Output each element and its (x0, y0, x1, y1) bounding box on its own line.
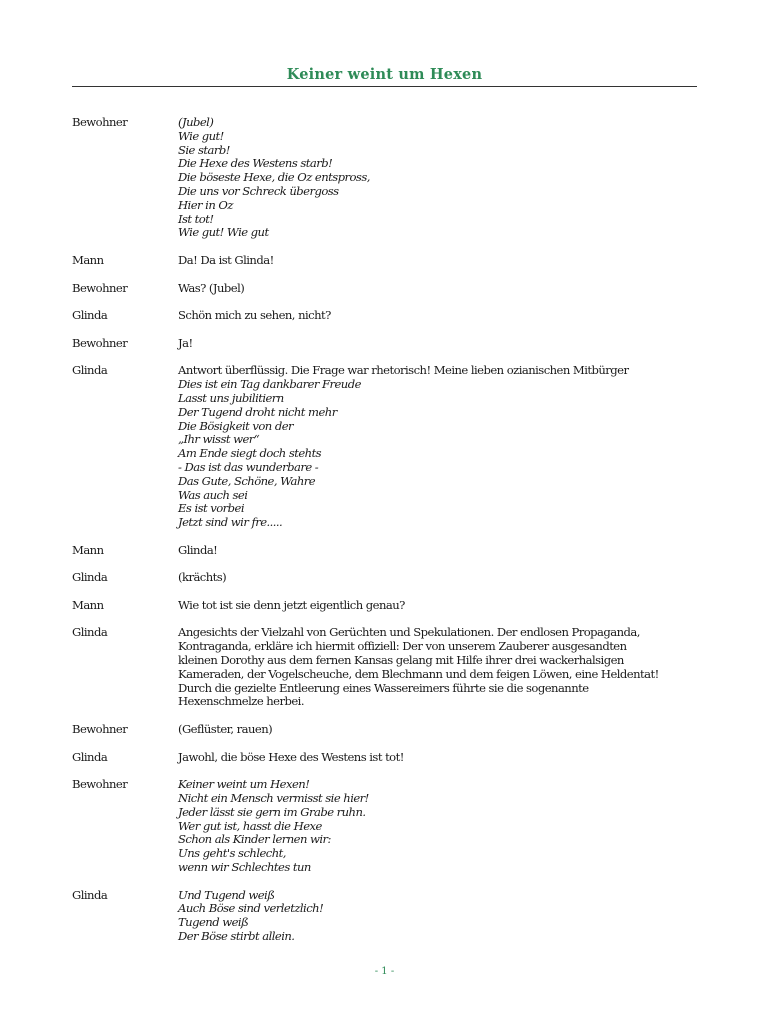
dialogue-line: Die Bösigkeit von der (178, 418, 294, 433)
script-body (72, 116, 697, 958)
script-entry (72, 571, 697, 585)
dialogue-line: Was? (Jubel) (178, 280, 245, 295)
script-entry (72, 626, 697, 709)
dialogue-line: Uns geht's schlecht, (178, 846, 286, 861)
speaker-name: Bewohner (72, 280, 128, 295)
dialogue-line: - Das ist das wunderbare - (178, 459, 319, 474)
dialogue-line: Schön mich zu sehen, nicht? (178, 308, 331, 323)
dialogue-line: Ja! (178, 335, 193, 350)
dialogue-line: Antwort überflüssig. Die Frage war rhetorisch! Meine lieben ozianischen Mitbürger (178, 363, 629, 378)
dialogue-line: Auch Böse sind verletzlich! (178, 901, 324, 916)
dialogue-block (178, 544, 697, 558)
dialogue-line: Keiner weint um Hexen! (178, 777, 310, 792)
speaker-name: Mann (72, 542, 104, 557)
dialogue-line: Der Böse stirbt allein. (178, 929, 295, 944)
speaker-name: Mann (72, 252, 104, 267)
dialogue-line: Und Tugend weiß (178, 887, 275, 902)
dialogue-line: (krächts) (178, 570, 227, 585)
dialogue-block (178, 571, 697, 585)
page-title: Keiner weint um Hexen (286, 66, 483, 83)
script-entry (72, 309, 697, 323)
title-divider (72, 86, 697, 87)
speaker-name: Mann (72, 597, 104, 612)
dialogue-line: Kameraden, der Vogelscheuche, dem Blechmann und dem feigen Löwen, eine Heldentat! (178, 666, 659, 681)
dialogue-block (178, 778, 697, 875)
dialogue-line: „Ihr wisst wer“ (178, 432, 260, 447)
dialogue-line: Hexenschmelze herbei. (178, 694, 304, 709)
dialogue-line: (Geflüster, rauen) (178, 722, 273, 737)
dialogue-block (178, 364, 697, 530)
dialogue-line: Wie gut! (178, 128, 224, 143)
script-entry (72, 723, 697, 737)
dialogue-line: Was auch sei (178, 487, 248, 502)
dialogue-line: kleinen Dorothy aus dem fernen Kansas gelang mit Hilfe ihrer drei wackerhalsigen (178, 653, 624, 668)
speaker-name: Bewohner (72, 777, 128, 792)
dialogue-block (178, 282, 697, 296)
dialogue-line: Die uns vor Schreck übergoss (178, 183, 339, 198)
dialogue-line: Lasst uns jubilitiern (178, 390, 284, 405)
script-entry (72, 282, 697, 296)
dialogue-line: Dies ist ein Tag dankbarer Freude (178, 377, 361, 392)
dialogue-line: Es ist vorbei (178, 501, 245, 516)
script-entry (72, 364, 697, 530)
dialogue-line: Der Tugend droht nicht mehr (178, 404, 337, 419)
dialogue-block (178, 337, 697, 351)
script-entry (72, 889, 697, 944)
dialogue-block (178, 309, 697, 323)
dialogue-line: Nicht ein Mensch vermisst sie hier! (178, 791, 369, 806)
script-entry (72, 778, 697, 875)
dialogue-block (178, 254, 697, 268)
page-number: - 1 - (374, 966, 395, 977)
dialogue-block (178, 116, 697, 240)
dialogue-line: Jawohl, die böse Hexe des Westens ist tot! (178, 749, 404, 764)
dialogue-block (178, 626, 697, 709)
dialogue-block (178, 723, 697, 737)
script-entry (72, 337, 697, 351)
speaker-name: Glinda (72, 749, 108, 764)
speaker-name: Bewohner (72, 335, 128, 350)
speaker-name: Glinda (72, 363, 108, 378)
script-entry (72, 116, 697, 240)
dialogue-line: Die böseste Hexe, die Oz entspross, (178, 170, 370, 185)
dialogue-line: Wer gut ist, hasst die Hexe (178, 818, 322, 833)
script-entry (72, 544, 697, 558)
speaker-name: Glinda (72, 570, 108, 585)
dialogue-line: Am Ende siegt doch stehts (178, 446, 322, 461)
speaker-name: Glinda (72, 308, 108, 323)
speaker-name: Bewohner (72, 722, 128, 737)
dialogue-line: Durch die gezielte Entleerung eines Wassereimers führte sie die sogenannte (178, 680, 589, 695)
speaker-name: Bewohner (72, 115, 128, 129)
dialogue-line: Glinda! (178, 542, 218, 557)
speaker-name: Glinda (72, 625, 108, 640)
dialogue-line: Wie gut! Wie gut (178, 225, 269, 240)
dialogue-line: Jetzt sind wir fre..... (178, 515, 283, 530)
dialogue-line: Jeder lässt sie gern im Grabe ruhn. (178, 804, 366, 819)
script-entry (72, 751, 697, 765)
dialogue-line: Ist tot! (178, 211, 214, 226)
dialogue-line: Tugend weiß (178, 915, 249, 930)
dialogue-line: Die Hexe des Westens starb! (178, 156, 333, 171)
dialogue-line: Schon als Kinder lernen wir: (178, 832, 331, 847)
dialogue-line: wenn wir Schlechtes tun (178, 860, 311, 875)
dialogue-block (178, 599, 697, 613)
dialogue-line: Angesichts der Vielzahl von Gerüchten und Spekulationen. Der endlosen Propaganda, (178, 625, 640, 640)
dialogue-line: Kontraganda, erkläre ich hiermit offiziell: Der von unserem Zauberer ausgesandten (178, 639, 627, 654)
dialogue-line: Da! Da ist Glinda! (178, 252, 274, 267)
dialogue-line: Wie tot ist sie denn jetzt eigentlich genau? (178, 597, 405, 612)
dialogue-block (178, 889, 697, 944)
dialogue-line: Das Gute, Schöne, Wahre (178, 473, 316, 488)
script-entry (72, 599, 697, 613)
dialogue-line: (Jubel) (178, 115, 214, 129)
speaker-name: Glinda (72, 887, 108, 902)
dialogue-block (178, 751, 697, 765)
dialogue-line: Sie starb! (178, 142, 230, 157)
dialogue-line: Hier in Oz (178, 197, 233, 212)
script-entry (72, 254, 697, 268)
